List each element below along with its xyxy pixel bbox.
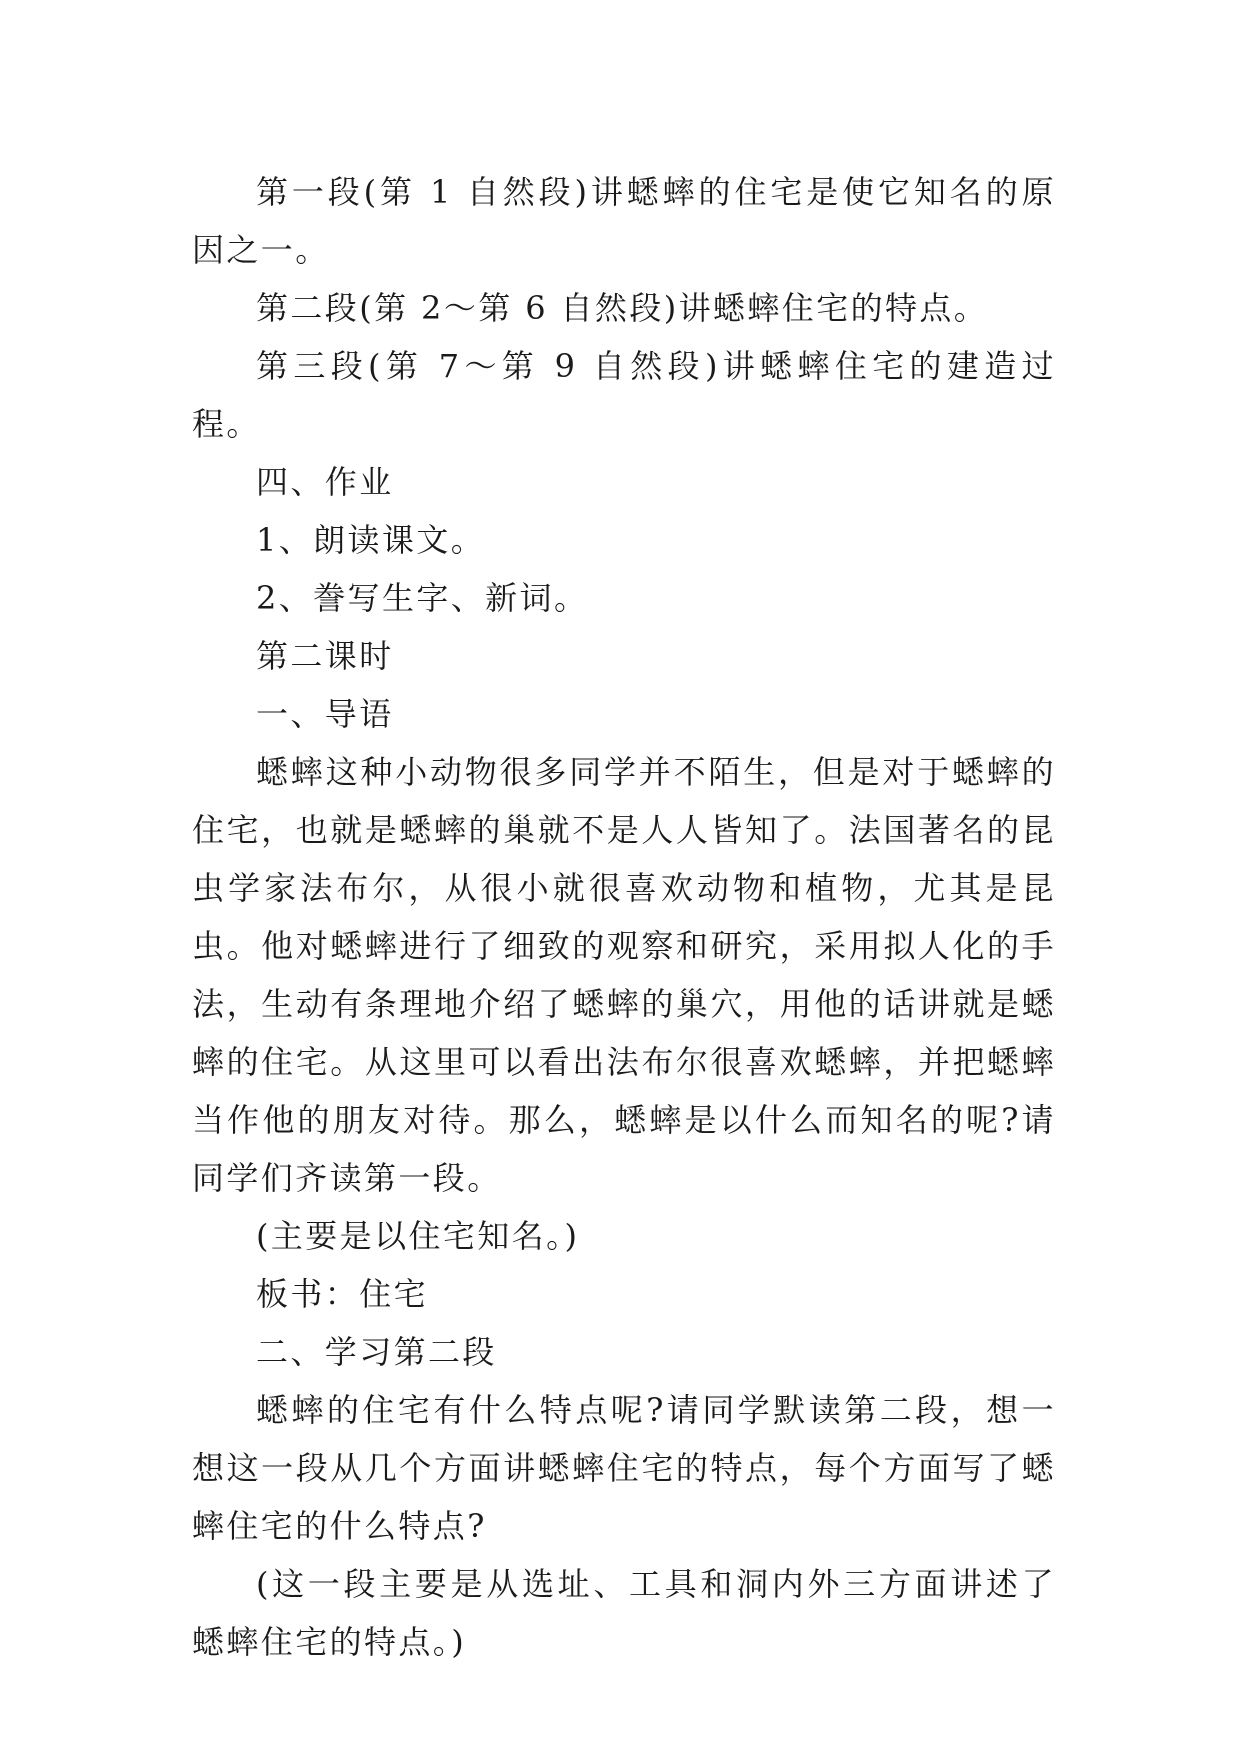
- paragraph-section-three: 第三段(第 7～第 9 自然段)讲蟋蟀住宅的建造过程。: [192, 347, 1056, 443]
- paragraph-answer-residence: (主要是以住宅知名。): [256, 1217, 580, 1255]
- paragraph-question: 蟋蟀的住宅有什么特点呢?请同学默读第二段，想一想这一段从几个方面讲蟋蟀住宅的特点，每个方面写了蟋蟀住宅的什么特点?: [192, 1391, 1056, 1545]
- homework-item-2: 2、誊写生字、新词。: [256, 579, 589, 617]
- heading-introduction: 一、导语: [256, 695, 394, 733]
- paragraph-section-one: 第一段(第 1 自然段)讲蟋蟀的住宅是使它知名的原因之一。: [192, 173, 1056, 269]
- heading-study-section-two: 二、学习第二段: [256, 1333, 497, 1371]
- paragraph-answer-features: (这一段主要是从选址、工具和洞内外三方面讲述了蟋蟀住宅的特点。): [192, 1565, 1056, 1661]
- heading-second-lesson: 第二课时: [256, 637, 394, 675]
- paragraph-section-two: 第二段(第 2～第 6 自然段)讲蟋蟀住宅的特点。: [256, 289, 989, 327]
- paragraph-introduction: 蟋蟀这种小动物很多同学并不陌生，但是对于蟋蟀的住宅，也就是蟋蟀的巢就不是人人皆知了。法国著名的昆虫学家法布尔，从很小就很喜欢动物和植物，尤其是昆虫。他对蟋蟀进行了细致的观察和研究，采用拟人化的手法，生动有条理地介绍了蟋蟀的巢穴，用他的话讲就是蟋蟀的住宅。从这里可以看出法布尔很喜欢蟋蟀，并把蟋蟀当作他的朋友对待。那么，蟋蟀是以什么而知名的呢?请同学们齐读第一段。: [192, 753, 1056, 1197]
- paragraph-blackboard: 板书：住宅: [256, 1275, 429, 1313]
- document-page: [192, 163, 1056, 1671]
- homework-item-1: 1、朗读课文。: [256, 521, 486, 559]
- heading-homework: 四、作业: [256, 463, 394, 501]
